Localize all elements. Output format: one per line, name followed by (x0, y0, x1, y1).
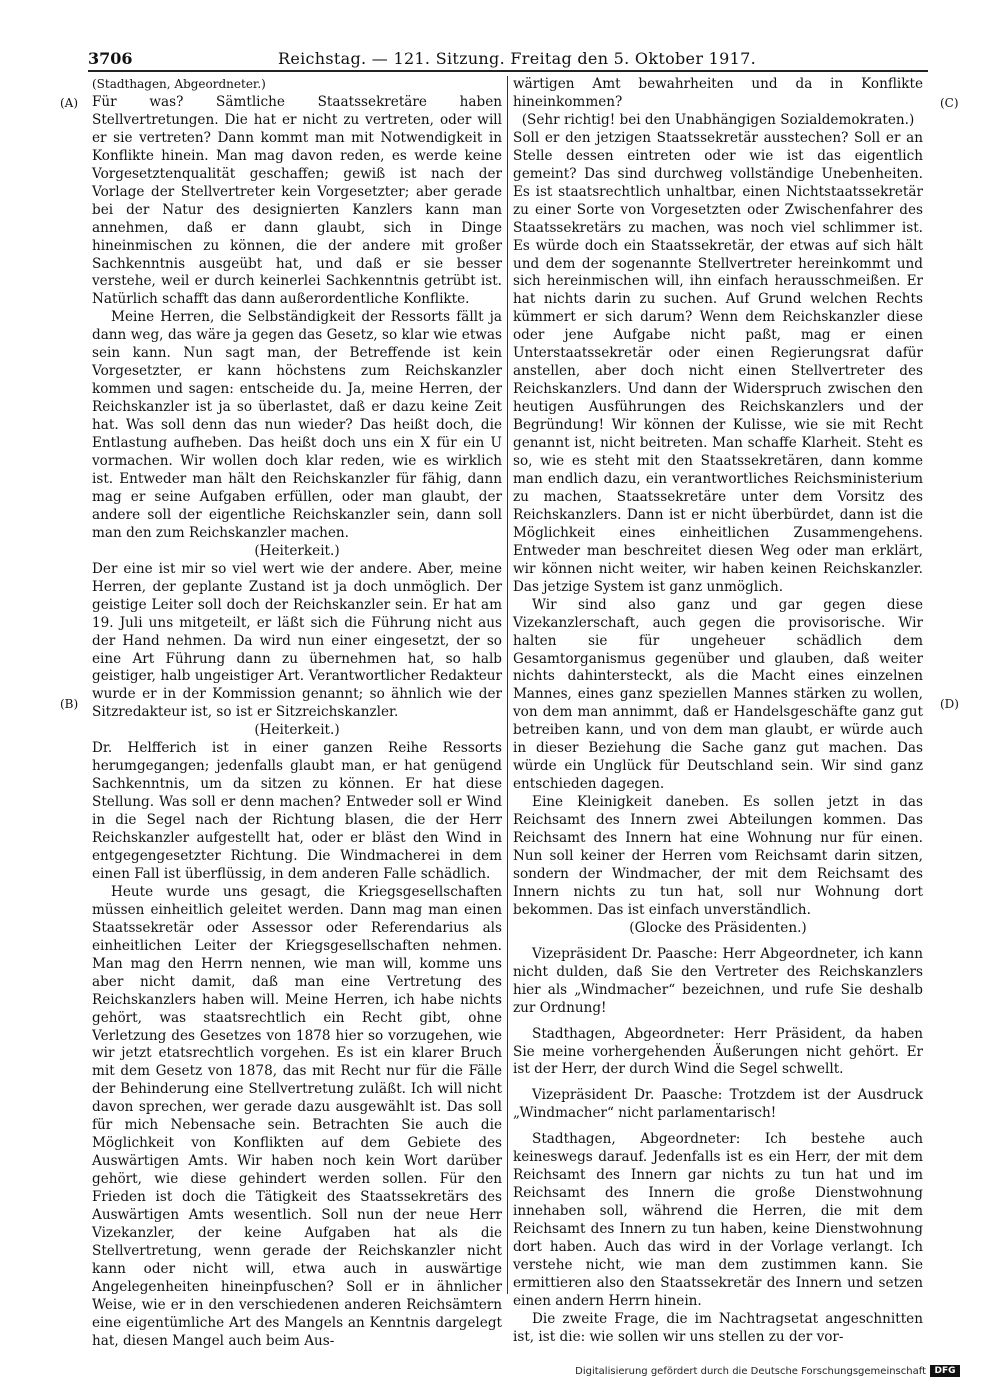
paragraph: Für was? Sämtliche Staatssekretäre haben Stellvertretungen. Die hat er nicht zu vertreten, oder will er sie vertreten? Dann kommt man mit Notwendigkeit in Konflikte hinein. Man mag davon reden, es werde keine Vorgesetztenqualität geschaffen; gewiß ist nach der Vorlage der Stellvertreter kein Vorgesetzter; aber gerade bei der Natur des designierten Kanzlers kann man annehmen, daß er dann glaubt, sich in Dinge hineinmischen zu können, die der andere mit großer Sachkenntnis ausgeübt hat, und daß er sie besser verstehe, weil er durch keinerlei Sachkenntnis getrübt ist. Natürlich schafft das dann außerordentliche Konflikte. (92, 93, 502, 308)
margin-mark-b: (B) (60, 697, 79, 711)
right-column (513, 76, 923, 1347)
paragraph: Heute wurde uns gesagt, die Kriegsgesellschaften müssen einheitlich geleitet werden. Dann mag man einen Staatssekretär oder Assessor oder Referendarius als einheitlichen Leiter der Kriegsgesellschaften nehmen. Man mag den Herrn nennen, wie man will, komme uns aber nicht damit, daß man eine Vertretung des Reichskanzlers haben will. Meine Herren, ich habe nichts gehört, was staatsrechtlich ein Recht gibt, ohne Verletzung des Gesetzes von 1878 hier so vorzugehen, wie wir jetzt etatsrechtlich vorgehen. Es ist ein klarer Bruch mit dem Gesetz von 1878, das mit Recht nur für die Fälle der Behinderung eine Stellvertretung zuläßt. Ich will nicht davon sprechen, wer gerade dazu ausgewählt ist. Das soll für mich Nebensache sein. Betrachten Sie auch die Möglichkeit von Konflikten auf dem Gebiete des Auswärtigen Amts. Wir haben noch kein Wort darüber gehört, wie diese gehindert werden sollen. Für den Frieden ist doch die Tätigkeit des Staatssekretärs des Auswärtigen Amts wesentlich. Soll nun der neue Herr Vizekanzler, der keine Aufgaben hat als die Stellvertretung, wenn gerade der Reichskanzler nicht kann oder nicht will, etwa auch in auswärtige Angelegenheiten hineinpfuschen? Soll er in ähnlicher Weise, wie er in den verschiedenen anderen Reichsämtern eine eigentümliche Art des Mangels an Kenntnis dargelegt hat, diesen Mangel auch beim Aus- (92, 883, 502, 1349)
interjection: (Glocke des Präsidenten.) (629, 919, 807, 936)
margin-mark-c: (C) (940, 96, 959, 110)
dfg-logo-icon: DFG (930, 1365, 960, 1377)
paragraph: Wir sind also ganz und gar gegen diese Vizekanzlerschaft, auch gegen die provisorische. Wir halten sie für ungeheuer schädlich dem Gesamtorganismus gegenüber und glauben, daß weiter nichts dahintersteckt, als die Macht eines einzelnen Mannes, eines ganz speziellen Mannes stärken zu wollen, von dem man annimmt, daß er Handelsgeschäfte ganz gut betreiben kann, und von dem man glaubt, er würde auch in dieser Beziehung die Sache ganz gut machen. Das würde ein Unglück für Deutschland sein. Wir sind ganz entschieden dagegen. (513, 596, 923, 793)
speaker-paragraph: Vizepräsident Dr. Paasche: Herr Abgeordneter, ich kann nicht dulden, daß Sie den Vertreter des Reichskanzlers hier als „Windmacher“ bezeichnen, und rufe Sie deshalb zur Ordnung! (513, 945, 923, 1016)
speaker-paragraph: Vizepräsident Dr. Paasche: Trotzdem ist der Ausdruck „Windmacher“ nicht parlamentarisch! (513, 1087, 923, 1122)
paragraph: Soll er den jetzigen Staatssekretär ausstechen? Soll er an Stelle dessen eintreten oder wie ist das eigentlich gemeint? Das sind durchweg vollständige Unebenheiten. Es ist staatsrechtlich unhaltbar, einen Nichtstaatssekretär zu einer Sorte von Vorgesetzten oder Zwischenfahrer des Staatssekretärs zu machen, was noch viel schlimmer ist. Es würde doch ein Staatssekretär, der etwas auf sich hält und dem der sogenannte Stellvertreter hereinkommt und sich hereinmischen will, ihn einfach herausschmeißen. Er hat nichts darin zu suchen. Auf Grund welchen Rechts kümmert er sich darum? Wenn dem Reichskanzler diese oder jene Aufgabe nicht paßt, mag er einen Unterstaatssekretär oder einen Regierungsrat dafür anstellen, aber doch nicht einen Stellvertreter des Reichskanzlers. Und dann der Widerspruch zwischen den heutigen Ausführungen des Reichskanzlers und der Begründung! Wir können der Kulisse, wie sie mit Recht genannt ist, nicht beitreten. Man schaffe Klarheit. Steht es so, wie es steht mit den Staatssekretären, dann komme man endlich dazu, ein verantwortliches Reichsministerium zu machen, Staatssekretäre unter dem Vorsitz des Reichskanzlers. Dann ist er nicht überbürdet, dann ist die Möglichkeit eines einheitlichen Zusammengehens. Entweder man beschreitet diesen Weg oder man erklärt, wir können nicht weiter, wir haben keinen Reichskanzler. Das jetzige System ist ganz unmöglich. (513, 129, 923, 595)
interjection: (Sehr richtig! bei den Unabhängigen Sozialdemokraten.) (521, 111, 915, 128)
interjection: (Heiterkeit.) (254, 722, 340, 739)
paragraph: Eine Kleinigkeit daneben. Es sollen jetzt in das Reichsamt des Innern zwei Abteilungen kommen. Das Reichsamt des Innern hat eine Wohnung nur für einen. Nun soll keiner der Herren vom Reichsamt darin sitzen, sondern der Windmacher, der mit dem Reichsamt des Innern nichts zu tun hat, soll nur Wohnung dort bekommen. Das ist einfach unverständlich. (513, 794, 923, 918)
margin-mark-d: (D) (940, 697, 959, 711)
running-title: Reichstag. — 121. Sitzung. Freitag den 5. Oktober 1917. (278, 49, 756, 68)
speaker-paragraph: Stadthagen, Abgeordneter: Ich bestehe auch keineswegs darauf. Jedenfalls ist es ein Herr, der mit dem Reichsamt des Innern gar nichts zu tun hat und im Reichsamt des Innern die große Dienstwohnung innehaben soll, während die Herren, die mit dem Reichsamt des Innern zu tun haben, keine Dienstwohnung dort haben. Auch das wird in der Vorlage verlangt. Ich verstehe nicht, wie man dem zustimmen kann. Sie ermittieren also den Staatssekretär des Innern und setzen einen andern Herrn hinein. (513, 1131, 923, 1309)
paragraph: Der eine ist mir so viel wert wie der andere. Aber, meine Herren, der geplante Zustand ist ja doch unmöglich. Der geistige Leiter soll doch der Reichskanzler sein. Er hat am 19. Juli uns mitgeteilt, er läßt sich die Führung nicht aus der Hand nehmen. Da wird nun einer eingesetzt, der so eine Art Führung dann zu übernehmen hat, so halb geistiger, halb ungeistiger Art. Verantwortlicher Redakteur wurde er in der Kommission genannt; so ähnlich wie der Sitzredakteur ist, so ist er Sitzreichskanzler. (92, 560, 502, 721)
page-number: 3706 (88, 49, 133, 68)
paragraph: Dr. Helfferich ist in einer ganzen Reihe Ressorts herumgegangen; jedenfalls glaubt man, er hat genügend Sachkenntnis, um da sitzen zu können. Er hat diese Stellung. Was soll er denn machen? Entweder soll er Wind in die Segel nach der Richtung blasen, die der Herr Reichskanzler aufgestellt hat, oder er bläst den Wind in entgegengesetzter Richtung. Die Windmacherei in dem einen Fall ist überflüssig, in dem anderen Falle schädlich. (92, 740, 502, 882)
paragraph: Die zweite Frage, die im Nachtragsetat angeschnitten ist, ist die: wie sollen wir uns stellen zu der vor- (513, 1310, 923, 1345)
speaker-paragraph: Stadthagen, Abgeordneter: Herr Präsident, da haben Sie meine vorhergehenden Äußerungen nicht gehört. Er ist der Herr, der durch Wind die Segel schwellt. (513, 1025, 923, 1078)
column-divider (507, 76, 508, 1294)
paragraph: wärtigen Amt bewahrheiten und da in Konflikte hineinkommen? (513, 76, 923, 110)
digitization-credit (575, 1365, 960, 1377)
credit-text: Digitalisierung gefördert durch die Deutsche Forschungsgemeinschaft (575, 1365, 926, 1377)
interjection: (Heiterkeit.) (254, 542, 340, 559)
margin-mark-a: (A) (60, 96, 79, 110)
page-header (88, 48, 928, 72)
left-column (92, 76, 502, 1351)
paragraph: Meine Herren, die Selbständigkeit der Ressorts fällt ja dann weg, das wäre ja gegen das Gesetz, so klar wie etwas sein kann. Nun sagt man, der Betreffende ist kein Vorgesetzter, er kann höchstens zum Reichskanzler kommen und sagen: entscheide du. Ja, meine Herren, der Reichskanzler ist ja so überlastet, daß er dazu keine Zeit hat. Was soll denn das nun wieder? Das heißt doch, die Entlastung aufheben. Das heißt doch uns ein X für ein U vormachen. Wir wollen doch klar reden, wie es wirklich ist. Entweder man hält den Reichskanzler für fähig, dann mag er seine Aufgaben erfüllen, oder man glaubt, der andere soll der eigentliche Reichskanzler sein, dann soll man den zum Reichskanzler machen. (92, 309, 502, 541)
speaker-continuation: (Stadthagen, Abgeordneter.) (92, 77, 266, 91)
